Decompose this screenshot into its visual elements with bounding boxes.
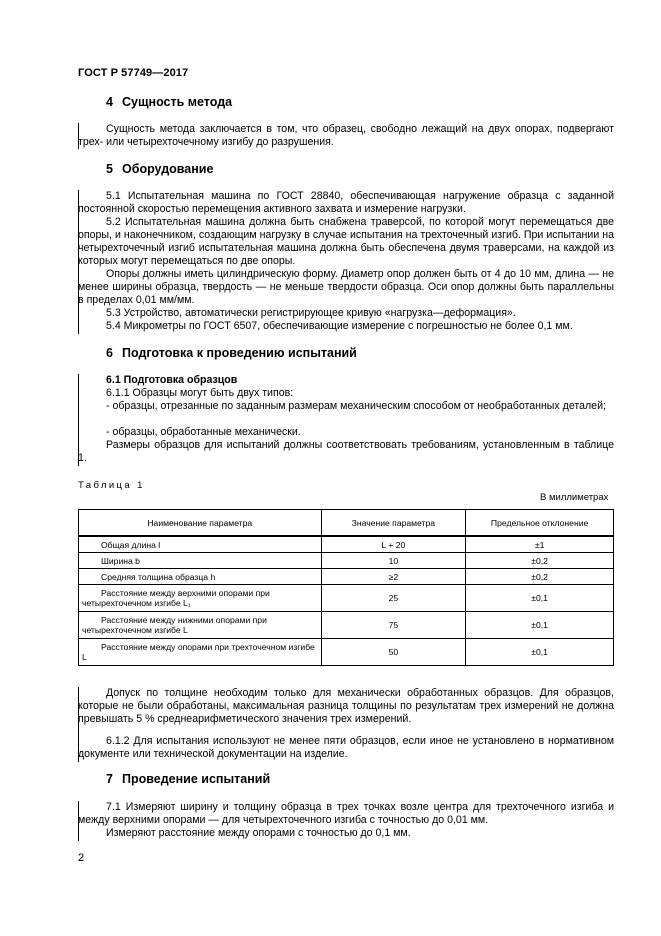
column-header: Наименование параметра [79, 510, 322, 537]
table-row [79, 536, 614, 553]
paragraph-7-1: 7.1 Измеряют ширину и толщину образца в трех точках возле центра для трехточечного изгиба и между верхними опорами — для четырехточечного изгиба с точностью до 0,01 мм. [78, 801, 614, 826]
param-name: Средняя толщина образца h [79, 569, 322, 585]
param-deviation: ±0,2 [466, 569, 614, 585]
param-deviation: ±1 [466, 536, 614, 553]
column-header: Значение параметра [321, 510, 466, 537]
paragraph-6-1-1: 6.1.1 Образцы могут быть двух типов: [106, 387, 294, 399]
section-title: Сущность метода [122, 95, 233, 109]
section-title: Проведение испытаний [122, 772, 271, 786]
param-name: Ширина b [79, 553, 322, 569]
param-deviation: ±0,1 [466, 639, 614, 666]
param-name: Расстояние между нижними опорами при четырехточечном изгибе L [79, 612, 322, 639]
table-row [79, 585, 614, 612]
param-value: 50 [321, 639, 466, 666]
param-name: Расстояние между опорами при трехточечном изгибе L [79, 639, 322, 666]
param-deviation: ±0,2 [466, 553, 614, 569]
section-number: 5 [106, 162, 113, 176]
param-deviation: ±0,1 [466, 585, 614, 612]
section-6-heading [106, 346, 357, 360]
column-header: Предельное отклонение [466, 510, 614, 537]
param-name: Общая длина l [79, 536, 322, 553]
paragraph-7-distance: Измеряют расстояние между опорами с точностью до 0,1 мм. [106, 827, 411, 839]
param-value: ≥2 [321, 569, 466, 585]
section-4-heading [106, 95, 232, 109]
param-value: L + 20 [321, 536, 466, 553]
subsection-6-1-heading: 6.1 Подготовка образцов [106, 374, 238, 386]
param-name: Расстояние между верхними опорами при четырехточечном изгибе L₁ [79, 585, 322, 612]
paragraph-5-2: 5.2 Испытательная машина должна быть снабжена траверсой, по которой могут перемещаться две опоры, и наконечником, создающим нагрузку в случае испытания на трехточечный изгиб. При испытании на четырехточечный изгиб испытательная машина должна быть обеспечена двумя траверсами, на каждой из которых могут перемещаться по две опоры. [78, 216, 614, 267]
section-number: 7 [106, 772, 113, 786]
table-row [79, 553, 614, 569]
document-code: ГОСТ Р 57749—2017 [78, 67, 189, 79]
paragraph-6-sizes: Размеры образцов для испытаний должны соответствовать требованиям, установленным в таблице 1. [78, 439, 614, 464]
section-title: Оборудование [122, 162, 214, 176]
page-number: 2 [78, 852, 85, 864]
param-deviation: ±0,1 [466, 612, 614, 639]
parameters-table [78, 509, 614, 666]
paragraph-5-4: 5.4 Микрометры по ГОСТ 6507, обеспечивающие измерение с погрешностью не более 0,1 мм. [106, 320, 573, 332]
section-number: 6 [106, 346, 113, 360]
section-title: Подготовка к проведению испытаний [122, 346, 357, 360]
section-number: 4 [106, 95, 113, 109]
paragraph-5-3: 5.3 Устройство, автоматически регистрирующее кривую «нагрузка—деформация». [106, 307, 516, 319]
paragraph-5-1: 5.1 Испытательная машина по ГОСТ 28840, обеспечивающая нагружение образца с заданной постоянной скоростью перемещения активного захвата и измерение нагрузки. [78, 190, 614, 215]
section-7-heading [106, 772, 270, 786]
table-header-row [79, 510, 614, 537]
paragraph-6-1-2: 6.1.2 Для испытания используют не менее пяти образцов, если иное не установлено в нормативном документе или технической документации на изделие. [78, 735, 614, 760]
list-item: - образцы, отрезанные по заданным размерам механическим способом от необработанных деталей; [106, 400, 606, 412]
param-value: 25 [321, 585, 466, 612]
paragraph-4: Сущность метода заключается в том, что образец, свободно лежащий на двух опорах, подвергают трех- или четырехточечному изгибу до разрушения. [78, 123, 614, 148]
list-item: - образцы, обработанные механически. [106, 426, 301, 438]
table-row [79, 612, 614, 639]
table-units: В миллиметрах [540, 492, 609, 503]
paragraph-6-tolerance: Допуск по толщине необходим только для механически обработанных образцов. Для образцов, которые не были обработаны, максимальная разница толщины по результатам трех измерений не должна превышать 5 % среднеарифметического значения трех измерений. [78, 687, 614, 725]
param-value: 10 [321, 553, 466, 569]
param-value: 75 [321, 612, 466, 639]
table-caption: Таблица 1 [78, 480, 145, 491]
paragraph-5-supports: Опоры должны иметь цилиндрическую форму. Диаметр опор должен быть от 4 до 10 мм, длина — не менее ширины образца, твердость — не меньше твердости образца. Оси опор должны быть параллельны в пределах 0,01 мм/мм. [78, 268, 614, 306]
table-row [79, 569, 614, 585]
table-row [79, 639, 614, 666]
section-5-heading [106, 162, 213, 176]
